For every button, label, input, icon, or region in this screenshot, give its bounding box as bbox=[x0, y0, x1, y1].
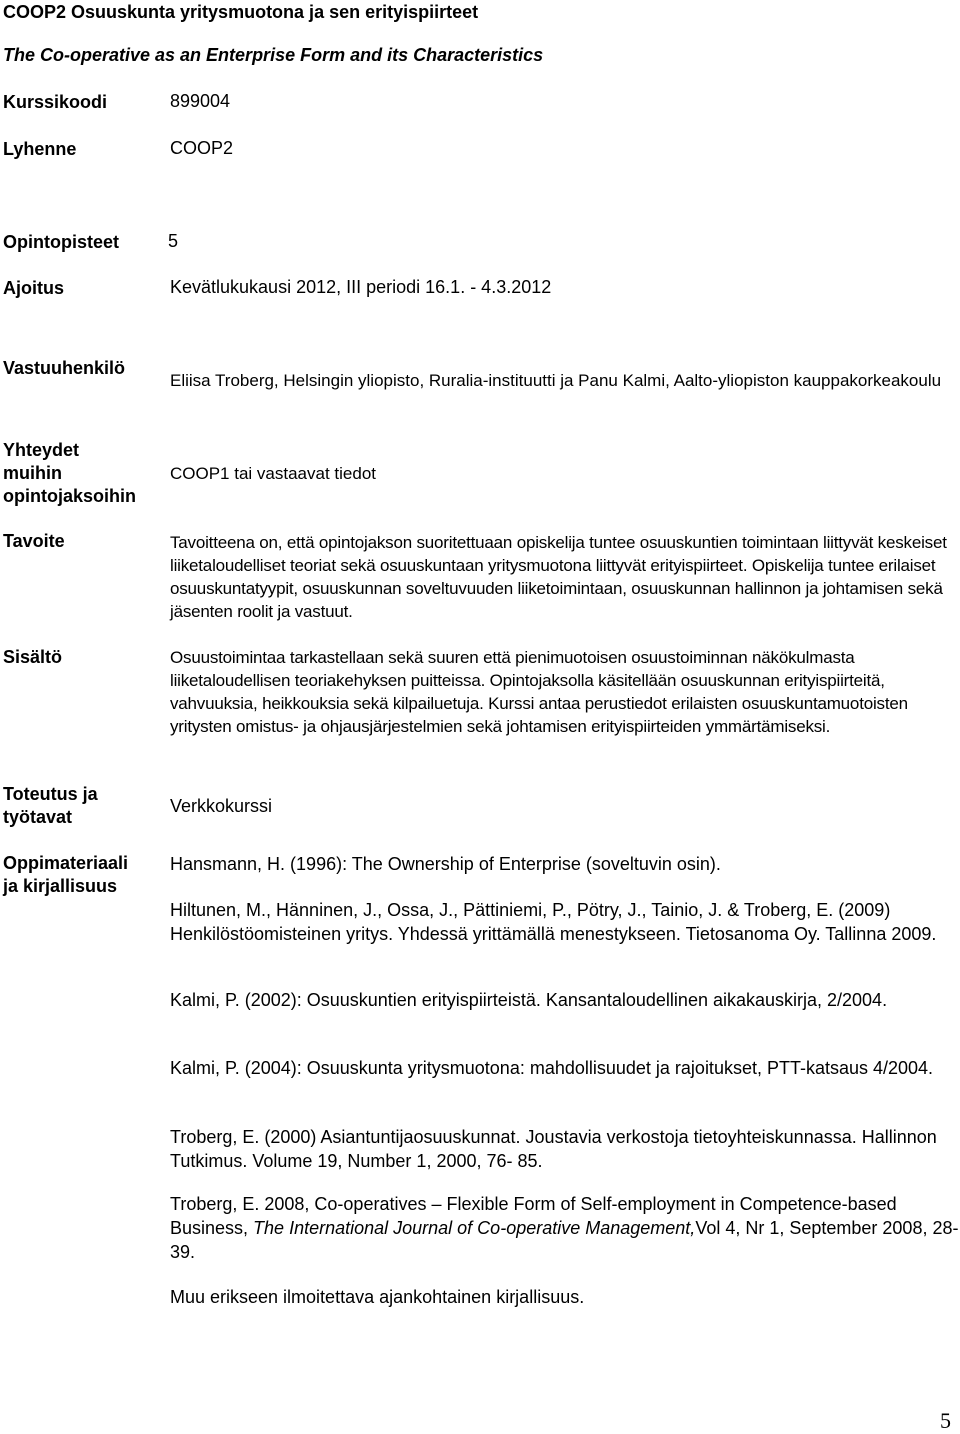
connections-label-line: opintojaksoihin bbox=[3, 486, 136, 506]
page-title: COOP2 Osuuskunta yritysmuotona ja sen erityispiirteet bbox=[3, 2, 479, 22]
timing-value: Kevätlukukausi 2012, III periodi 16.1. - 4.3.2012 bbox=[170, 277, 552, 297]
connections-label-line: Yhteydet bbox=[3, 440, 80, 460]
responsible-value: Eliisa Troberg, Helsingin yliopisto, Ruralia-instituutti ja Panu Kalmi, Aalto-yliopiston kauppakorkeakoulu bbox=[170, 371, 942, 390]
reference-item: Hiltunen, M., Hänninen, J., Ossa, J., Pättiniemi, P., Pötry, J., Tainio, J. & Troberg, E. (2009) Henkilöstöomisteinen yritys. Yhdessä yrittämällä menestykseen. Tietosanoma Oy. Tallinna 2009. bbox=[170, 900, 937, 944]
reference-item: Kalmi, P. (2004): Osuuskunta yritysmuotona: mahdollisuudet ja rajoitukset, PTT-katsaus 4/2004. bbox=[170, 1058, 934, 1078]
course-code-value: 899004 bbox=[170, 91, 231, 111]
materials-label-line: ja kirjallisuus bbox=[3, 876, 118, 896]
page-number: 5 bbox=[940, 1408, 951, 1433]
abbreviation-value: COOP2 bbox=[170, 138, 234, 158]
materials-label-line: Oppimateriaali bbox=[3, 853, 129, 873]
reference-item: Muu erikseen ilmoitettava ajankohtainen kirjallisuus. bbox=[170, 1287, 585, 1307]
course-code-label: Kurssikoodi bbox=[3, 92, 108, 112]
page-subtitle: The Co-operative as an Enterprise Form and its Characteristics bbox=[3, 45, 544, 65]
abbreviation-label: Lyhenne bbox=[3, 139, 77, 159]
materials-label bbox=[3, 852, 128, 898]
connections-label-line: muihin bbox=[3, 463, 62, 483]
responsible-label: Vastuuhenkilö bbox=[3, 358, 126, 378]
reference-item: Kalmi, P. (2002): Osuuskuntien erityispiirteistä. Kansantaloudellinen aikakauskirja, 2/2004. bbox=[170, 990, 888, 1010]
reference-text: Vol 4, Nr 1, September 2008, 28-39. bbox=[170, 1218, 959, 1262]
reference-item: Troberg, E. (2000) Asiantuntijaosuuskunnat. Joustavia verkostoja tietoyhteiskunnassa. Hallinnon Tutkimus. Volume 19, Number 1, 2000, 76- 85. bbox=[170, 1127, 937, 1171]
content-value: Osuustoimintaa tarkastellaan sekä suuren että pienimuotoisen osuustoiminnan näkökulmasta liiketaloudellisen teoriakehyksen puitteissa. Opintojaksolla käsitellään osuuskunnan erityispiirteitä, vahvuuksia, heikkouksia sekä kilpailuetuja. Kurssi antaa perustiedot erilaisten osuuskuntamuotoisten yritysten omistus- ja ohjausjärjestelmien sekä johtamisen erityispiirteiden ymmärtämiseksi. bbox=[170, 648, 908, 736]
credits-value: 5 bbox=[168, 231, 179, 251]
implementation-label-line: työtavat bbox=[3, 807, 73, 827]
objective-label: Tavoite bbox=[3, 531, 65, 551]
reference-text: Troberg, E. 2008, Co-operatives – Flexible Form of Self-employment in Competence-based Business, bbox=[170, 1194, 897, 1238]
journal-title: The International Journal of Co-operative Management, bbox=[253, 1218, 696, 1238]
objective-value: Tavoitteena on, että opintojakson suoritettuaan opiskelija tuntee osuuskuntien toimintaan liittyvät keskeiset liiketaloudelliset teoriat sekä osuuskuntaan yritysmuotona liittyvät erityispiirteet. Opiskelija tuntee erilaiset osuuskuntatyypit, osuuskunnan soveltuvuuden liiketoimintaan, osuuskunnan hallinnon ja johtamisen sekä jäsenten roolit ja vastuut. bbox=[170, 533, 947, 621]
credits-label: Opintopisteet bbox=[3, 232, 119, 252]
content-label: Sisältö bbox=[3, 647, 63, 667]
connections-value: COOP1 tai vastaavat tiedot bbox=[170, 464, 376, 483]
connections-label bbox=[3, 439, 136, 508]
reference-item: Hansmann, H. (1996): The Ownership of Enterprise (soveltuvin osin). bbox=[170, 854, 721, 874]
implementation-value: Verkkokurssi bbox=[170, 796, 273, 816]
reference-item bbox=[170, 1192, 960, 1264]
implementation-label-line: Toteutus ja bbox=[3, 784, 98, 804]
implementation-label bbox=[3, 783, 98, 829]
timing-label: Ajoitus bbox=[3, 278, 64, 298]
